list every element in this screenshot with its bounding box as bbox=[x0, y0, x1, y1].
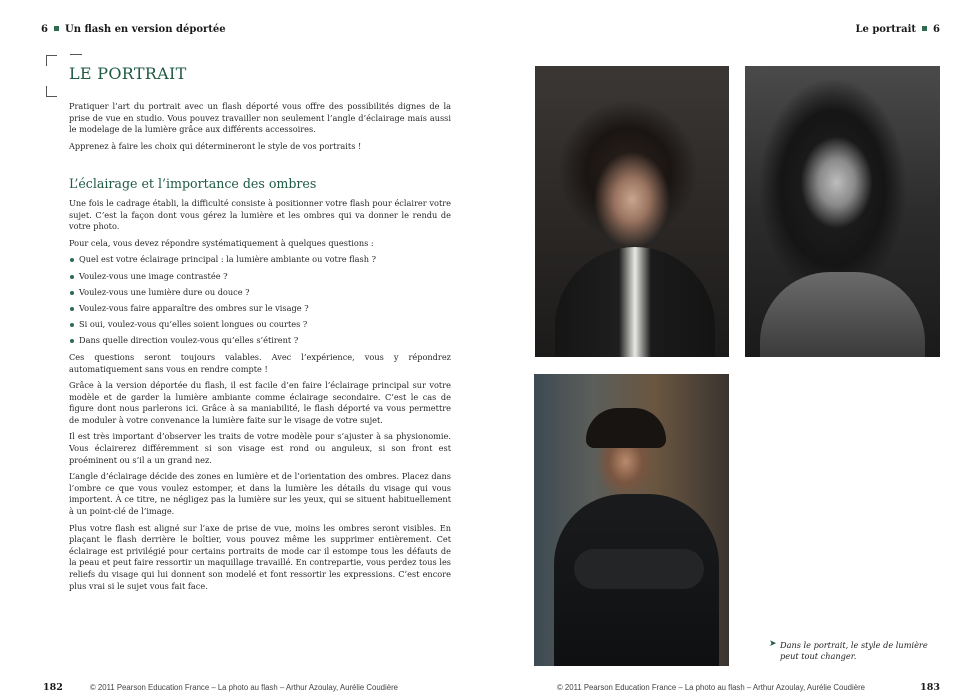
portrait-photo-woman-bw bbox=[745, 66, 940, 357]
arrow-right-icon: ➤ bbox=[769, 639, 777, 649]
body-paragraph: L’angle d’éclairage décide des zones en lumière et de l’orientation des ombres. Placez dans l’ombre ce que vous voulez estomper, et dans la lumière les détails du visage qui vous importent. À ce titre, ne négligez pas la lumière sur les yeux, qui se situent habituellement à un point-clé de l’image. bbox=[69, 471, 451, 517]
list-item: Dans quelle direction voulez-vous qu’elles s’étirent ? bbox=[69, 335, 451, 347]
portrait-photo-man bbox=[534, 374, 729, 666]
body-text bbox=[69, 198, 451, 597]
corner-mark-tick bbox=[70, 54, 82, 55]
copyright-right: © 2011 Pearson Education France – La photo au flash – Arthur Azoulay, Aurélie Coudière bbox=[557, 683, 865, 692]
intro-block bbox=[69, 101, 451, 157]
questions-list bbox=[69, 254, 451, 347]
header-square-icon bbox=[54, 26, 59, 31]
intro-paragraph: Pratiquer l’art du portrait avec un flash déporté vous offre des possibilités dignes de la prise de vue en studio. Vous pouvez travailler non seulement l’angle d’éclairage mais aussi le modelage de la lumière grâce aux différents accessoires. bbox=[69, 101, 451, 135]
body-paragraph: Il est très important d’observer les traits de votre modèle pour s’ajuster à sa physionomie. Vous éclairerez différemment si son visage est rond ou anguleux, si son front est proéminent ou s’il a un grand nez. bbox=[69, 431, 451, 465]
header-square-icon bbox=[922, 26, 927, 31]
subheading: L’éclairage et l’importance des ombres bbox=[69, 176, 317, 191]
list-item: Voulez-vous une image contrastée ? bbox=[69, 271, 451, 283]
body-paragraph: Une fois le cadrage établi, la difficulté consiste à positionner votre flash pour éclairer votre sujet. C’est la façon dont vous gérez la lumière et les ombres qui va donner le rendu de votre photo. bbox=[69, 198, 451, 232]
body-paragraph: Grâce à la version déportée du flash, il est facile d’en faire l’éclairage principal sur votre modèle et de garder la lumière ambiante comme éclairage secondaire. C’est le cas de figure dont nous parlerons ici. Grâce à sa maniabilité, le flash déporté va vous permettre de moduler à votre convenance la lumière faite sur le visage de votre sujet. bbox=[69, 380, 451, 425]
body-paragraph: Ces questions seront toujours valables. Avec l’expérience, vous y répondrez automatiquement sans vous en rendre compte ! bbox=[69, 351, 451, 374]
header-section-title: Le portrait bbox=[855, 24, 917, 35]
corner-mark-top bbox=[46, 55, 57, 66]
corner-mark-bottom bbox=[46, 86, 57, 97]
body-paragraph: Plus votre flash est aligné sur l’axe de prise de vue, moins les ombres seront visibles. En plaçant le flash derrière le boîtier, vous pouvez même les supprimer entièrement. Cet éclairage est privilégié pour certains portraits de mode car il estompe tous les défauts de la peau et peut faire ressortir un maquillage travaillé. En contrepartie, vous perdez tous les reliefs du visage qui lui donnent son modelé et font ressortir les expressions. C’est encore plus vrai si le sujet vous fait face. bbox=[69, 522, 451, 591]
photo-caption bbox=[769, 639, 930, 662]
questions-intro: Pour cela, vous devez répondre systématiquement à quelques questions : bbox=[69, 237, 374, 248]
header-page-number-right: 6 bbox=[933, 24, 940, 35]
section-title: LE PORTRAIT bbox=[69, 64, 187, 83]
list-item: Si oui, voulez-vous qu’elles soient longues ou courtes ? bbox=[69, 319, 451, 331]
list-item: Voulez-vous faire apparaître des ombres sur le visage ? bbox=[69, 303, 451, 315]
header-chapter-title: Un flash en version déportée bbox=[64, 24, 226, 35]
running-header-right bbox=[855, 24, 940, 35]
running-header-left bbox=[41, 24, 226, 35]
list-item: Voulez-vous une lumière dure ou douce ? bbox=[69, 287, 451, 299]
intro-paragraph: Apprenez à faire les choix qui détermineront le style de vos portraits ! bbox=[69, 140, 362, 151]
header-page-number-left: 6 bbox=[41, 24, 48, 35]
page-number-left: 182 bbox=[43, 682, 63, 693]
caption-text: Dans le portrait, le style de lumière peut tout changer. bbox=[780, 640, 928, 661]
page-number-right: 183 bbox=[920, 682, 940, 693]
list-item: Quel est votre éclairage principal : la lumière ambiante ou votre flash ? bbox=[69, 254, 451, 266]
portrait-photo-woman-dark-hair bbox=[535, 66, 729, 357]
copyright-left: © 2011 Pearson Education France – La photo au flash – Arthur Azoulay, Aurélie Coudière bbox=[90, 683, 398, 692]
